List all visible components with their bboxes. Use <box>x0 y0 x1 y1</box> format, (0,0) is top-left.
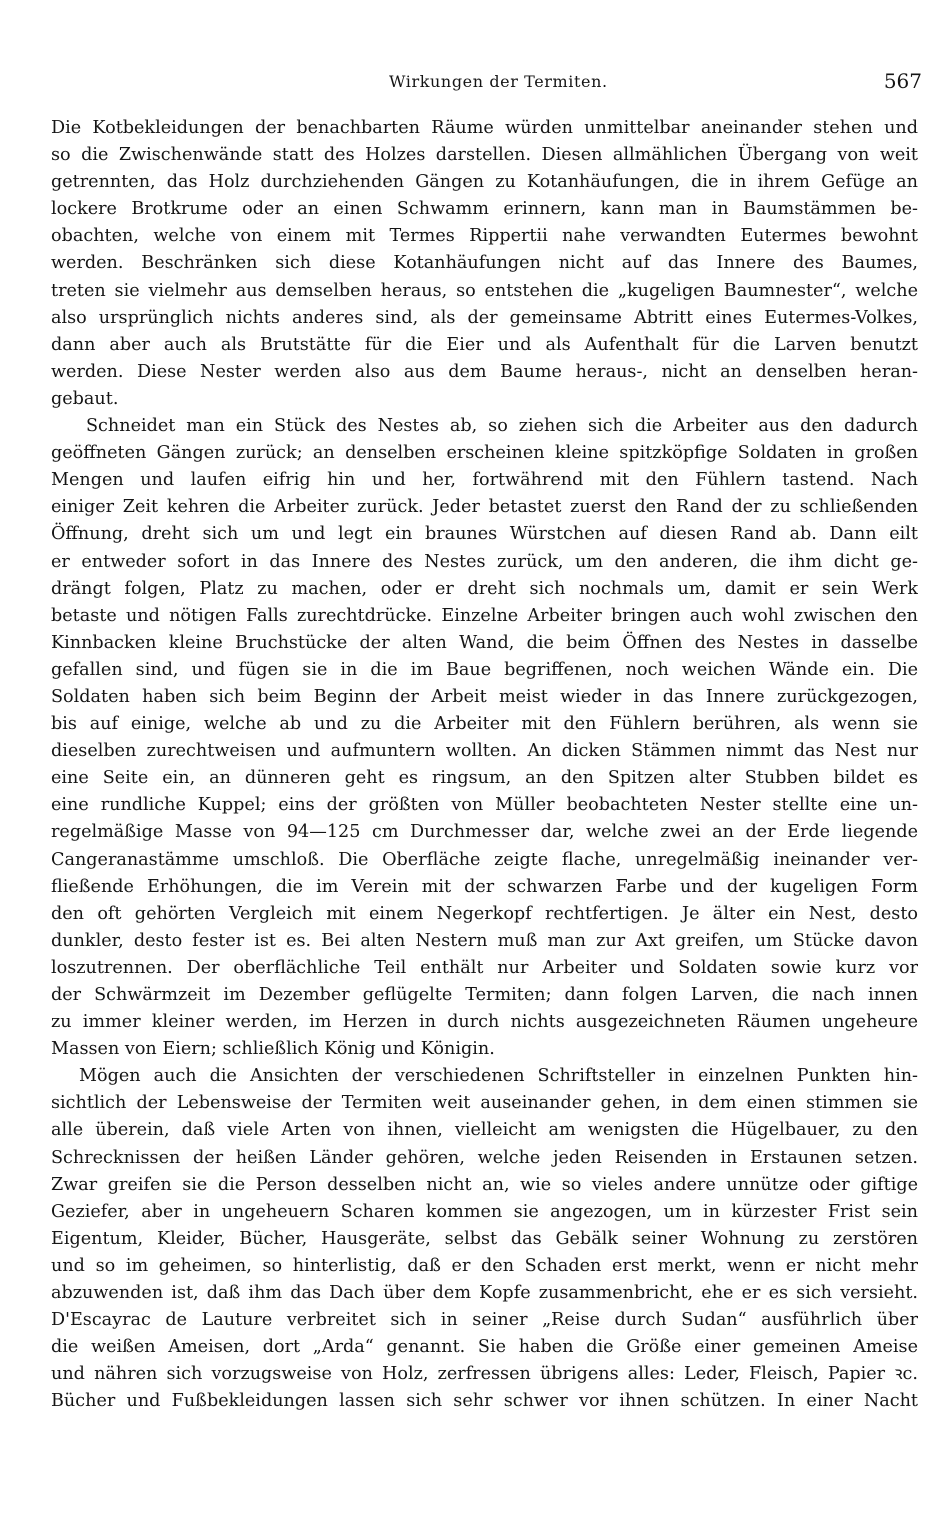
text-line: Kinnbacken kleine Bruchstücke der alten Wand, die beim Öffnen des Nestes in dasselbe <box>51 632 918 653</box>
text-line: obachten, welche von einem mit Termes Rippertii nahe verwandten Eutermes bewohnt <box>51 226 918 247</box>
text-line: Bücher und Fußbekleidungen lassen sich sehr schwer vor ihnen schützen. In einer Nacht <box>51 1391 918 1412</box>
text-line: gefallen sind, und fügen sie in die im Baue begriffenen, noch weichen Wände ein. Die <box>51 659 918 680</box>
text-line: Schrecknissen der heißen Länder gehören, welche jeden Reisenden in Erstaunen setzen. <box>51 1147 918 1168</box>
text-line: fließende Erhöhungen, die im Verein mit der schwarzen Farbe und der kugeligen Form <box>51 876 918 897</box>
text-line: so die Zwischenwände statt des Holzes darstellen. Diesen allmählichen Übergang von weit <box>51 145 918 166</box>
text-line: loszutrennen. Der oberflächliche Teil enthält nur Arbeiter und Soldaten sowie kurz vor <box>51 957 918 978</box>
page-number: 567 <box>883 69 922 93</box>
text-line: werden. Diese Nester werden also aus dem Baume heraus-, nicht an denselben heran- <box>51 361 918 382</box>
text-line: Öffnung, dreht sich um und legt ein braunes Würstchen auf diesen Rand ab. Dann eilt <box>51 524 918 545</box>
text-line: lockere Brotkrume oder an einen Schwamm erinnern, kann man in Baumstämmen be- <box>51 199 918 220</box>
paragraph <box>51 413 918 1063</box>
text-line: die weißen Ameisen, dort „Arda“ genannt. Sie haben die Größe einer gemeinen Ameise <box>51 1337 918 1358</box>
paragraph <box>51 1063 918 1415</box>
text-line: regelmäßige Masse von 94—125 cm Durchmesser dar, welche zwei an der Erde liegende <box>51 822 918 843</box>
text-line: und nähren sich vorzugsweise von Holz, zerfressen übrigens alles: Leder, Fleisch, Papier ꝛc. <box>51 1364 918 1385</box>
text-line: Massen von Eiern; schließlich König und Königin. <box>51 1039 495 1060</box>
text-line: dieselben zurechtweisen und aufmuntern wollten. An dicken Stämmen nimmt das Nest nur <box>51 741 918 762</box>
text-line: Soldaten haben sich beim Beginn der Arbeit meist wieder in das Innere zurückgezogen, <box>51 686 918 707</box>
text-line: treten sie vielmehr aus demselben heraus, so entstehen die „kugeligen Baumnester“, welche <box>51 280 918 301</box>
text-line: er entweder sofort in das Innere des Nestes zurück, um den anderen, die ihm dicht ge- <box>51 551 918 572</box>
text-line: abzuwenden ist, daß ihm das Dach über dem Kopfe zusammenbricht, ehe er es sich versieht. <box>51 1283 918 1304</box>
text-line: Eigentum, Kleider, Bücher, Hausgeräte, selbst das Gebälk seiner Wohnung zu zerstören <box>51 1228 918 1249</box>
text-line: geöffneten Gängen zurück; an denselben erscheinen kleine spitzköpfige Soldaten in großen <box>51 443 918 464</box>
text-line: drängt folgen, Platz zu machen, oder er dreht sich nochmals um, damit er sein Werk <box>51 578 918 599</box>
text-line: Mengen und laufen eifrig hin und her, fortwährend mit den Fühlern tastend. Nach <box>51 470 918 491</box>
running-title: Wirkungen der Termiten. <box>389 72 608 91</box>
text-line: alle überein, daß viele Arten von ihnen, vielleicht am wenigsten die Hügelbauer, zu den <box>51 1120 918 1141</box>
paragraph <box>51 115 918 413</box>
text-line: eine rundliche Kuppel; eins der größten von Müller beobachteten Nester stellte eine un- <box>51 795 918 816</box>
text-line: Die Kotbekleidungen der benachbarten Räume würden unmittelbar aneinander stehen und <box>51 118 918 138</box>
text-line: einiger Zeit kehren die Arbeiter zurück. Jeder betastet zuerst den Rand der zu schließenden <box>51 497 918 518</box>
text-line: den oft gehörten Vergleich mit einem Negerkopf rechtfertigen. Je älter ein Nest, desto <box>51 903 918 924</box>
text-line: Cangeranastämme umschloß. Die Oberfläche zeigte flache, unregelmäßig ineinander ver- <box>51 849 918 870</box>
text-line: sichtlich der Lebensweise der Termiten weit auseinander gehen, in dem einen stimmen sie <box>51 1093 918 1114</box>
text-line: und so im geheimen, so hinterlistig, daß er den Schaden erst merkt, wenn er nicht mehr <box>51 1255 918 1276</box>
text-line: betaste und nötigen Falls zurechtdrücke. Einzelne Arbeiter bringen auch wohl zwischen den <box>51 605 918 626</box>
text-line: eine Seite ein, an dünneren geht es ringsum, an den Spitzen alter Stubben bildet es <box>51 768 918 789</box>
text-line: Geziefer, aber in ungeheuern Scharen kommen sie angezogen, um in kürzester Frist sein <box>51 1201 918 1222</box>
text-line: gebaut. <box>51 388 119 409</box>
text-line: Zwar greifen sie die Person desselben nicht an, wie so vieles andere unnütze oder giftige <box>51 1174 918 1195</box>
text-line: dann aber auch als Brutstätte für die Eier und als Aufenthalt für die Larven benutzt <box>51 334 918 355</box>
text-line: getrennten, das Holz durchziehenden Gängen zu Kotanhäufungen, die in ihrem Gefüge an <box>51 172 918 193</box>
text-line: bis auf einige, welche ab und zu die Arbeiter mit den Fühlern berühren, als wenn sie <box>51 714 918 735</box>
text-line: Mögen auch die Ansichten der verschiedenen Schriftsteller in einzelnen Punkten hin- <box>79 1066 918 1087</box>
text-line: also ursprünglich nichts anderes sind, als der gemeinsame Abtritt eines Eutermes-Volkes, <box>51 307 918 328</box>
text-line: zu immer kleiner werden, im Herzen in durch nichts ausgezeichneten Räumen ungeheure <box>51 1012 918 1033</box>
text-line: der Schwärmzeit im Dezember geflügelte Termiten; dann folgen Larven, die nach innen <box>51 985 918 1005</box>
body-text <box>51 115 918 1416</box>
text-line: D'Escayrac de Lauture verbreitet sich in seiner „Reise durch Sudan“ ausführlich über <box>51 1310 918 1331</box>
text-line: dunkler, desto fester ist es. Bei alten Nestern muß man zur Axt greifen, um Stücke davon <box>51 930 918 951</box>
text-line: werden. Beschränken sich diese Kotanhäufungen nicht auf das Innere des Baumes, <box>51 253 918 274</box>
text-line: Schneidet man ein Stück des Nestes ab, so ziehen sich die Arbeiter aus den dadurch <box>86 416 918 437</box>
